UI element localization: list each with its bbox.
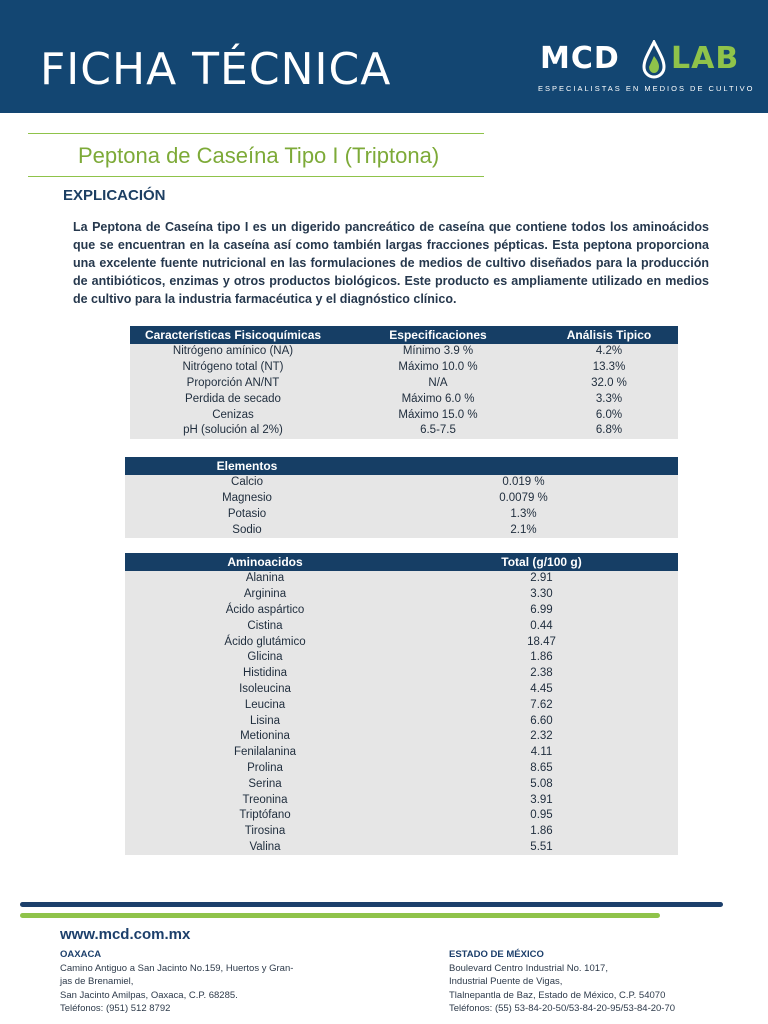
table-row [125,634,678,650]
amino-acids-table [125,553,678,855]
address-line: Tlalnepantla de Baz, Estado de México, C.P. 54070 [449,989,666,1001]
table-cell: 1.86 [405,650,678,666]
table-cell: Cenizas [130,407,336,423]
table-cell: 8.65 [405,761,678,777]
table-cell: 7.62 [405,697,678,713]
address-estado-mexico [449,948,749,1016]
table-cell: 4.2% [540,344,678,360]
flask-drop-icon [638,40,670,80]
title-rule-top [28,133,484,134]
table-cell: Cistina [125,618,405,634]
table-row [125,507,678,523]
address-line: Industrial Puente de Vigas, [449,976,563,987]
title-rule-bottom [28,176,484,177]
address-phone: Teléfonos: (55) 53-84-20-50/53-84-20-95/53-84-20-70 [449,1003,676,1014]
table-cell: Sodio [125,522,369,538]
table-cell: 1.86 [405,824,678,840]
logo-lab-text: LAB [671,41,740,76]
table-cell: Máximo 15.0 % [336,407,540,423]
address-heading: ESTADO DE MÉXICO [449,949,544,960]
column-header: Total (g/100 g) [405,553,678,571]
table-cell: 32.0 % [540,376,678,392]
table-cell: Isoleucina [125,682,405,698]
table-cell: Magnesio [125,491,369,507]
header-banner [0,0,768,113]
table-cell: Nitrógeno amínico (NA) [130,344,336,360]
elements-table [125,457,678,538]
table-row [125,603,678,619]
table-row [130,423,678,439]
table-cell: Ácido aspártico [125,603,405,619]
table-cell: 4.45 [405,682,678,698]
table-row [125,666,678,682]
section-heading: EXPLICACIÓN [63,187,166,204]
column-header: Aminoacidos [125,553,405,571]
table-cell: Leucina [125,697,405,713]
table-row [125,587,678,603]
table-cell: 0.44 [405,618,678,634]
table-cell: Máximo 10.0 % [336,360,540,376]
address-line: Camino Antiguo a San Jacinto No.159, Huertos y Gran- [60,962,294,974]
table-cell: Lisina [125,713,405,729]
table-cell: Metionina [125,729,405,745]
table-cell: 3.30 [405,587,678,603]
table-row [125,697,678,713]
table-cell: 3.3% [540,391,678,407]
table-cell: 1.3% [369,507,678,523]
table-cell: Alanina [125,571,405,587]
address-heading: OAXACA [60,949,102,960]
footer-rule-blue [20,902,723,907]
table-cell: Histidina [125,666,405,682]
table-cell: Perdida de secado [130,391,336,407]
column-header: Especificaciones [336,326,540,344]
table-row [125,618,678,634]
product-title: Peptona de Caseína Tipo I (Triptona) [78,143,440,168]
table-row [125,522,678,538]
table-cell: 6.60 [405,713,678,729]
table-cell: Ácido glutámico [125,634,405,650]
table-cell: Valina [125,840,405,856]
table-cell: N/A [336,376,540,392]
table-cell: Arginina [125,587,405,603]
table-header-row [125,457,678,475]
column-header: Análisis Tipico [540,326,678,344]
table-cell: Mínimo 3.9 % [336,344,540,360]
explanation-paragraph: La Peptona de Caseína tipo I es un digerido pancreático de caseína que contiene todos los aminoácidos que se encuentran en la caseína así como también largas fracciones pépticas. Esta peptona proporciona una excelente fuente nutricional en las formulaciones de medios de cultivo diseñados para la producción de antibióticos, enzimas y otros productos biológicos. Este producto es ampliamente utilizado en medios de cultivo para la industria farmacéutica y el diagnóstico clínico. [73,220,709,306]
table-row [125,761,678,777]
table-cell: Máximo 6.0 % [336,391,540,407]
table-cell: 0.019 % [369,475,678,491]
table-cell: 4.11 [405,745,678,761]
table-cell: 0.95 [405,808,678,824]
table-cell: 18.47 [405,634,678,650]
address-oaxaca [60,948,330,1016]
table-row [125,650,678,666]
table-cell: Calcio [125,475,369,491]
address-line: San Jacinto Amilpas, Oaxaca, C.P. 68285. [60,989,238,1001]
table-header-row [125,553,678,571]
table-cell: 6.99 [405,603,678,619]
column-header: Elementos [125,457,369,475]
table-cell: 0.0079 % [369,491,678,507]
table-cell: 3.91 [405,792,678,808]
table-row [130,360,678,376]
table-row [125,808,678,824]
table-row [125,475,678,491]
table-cell: 13.3% [540,360,678,376]
table-row [125,571,678,587]
table-cell: Fenilalanina [125,745,405,761]
footer-rule-green [20,913,660,918]
table-row [125,776,678,792]
table-cell: Proporción AN/NT [130,376,336,392]
table-row [125,792,678,808]
table-row [130,407,678,423]
table-row [125,745,678,761]
table-cell: 5.51 [405,840,678,856]
physicochemical-table [130,326,678,439]
table-cell: Potasio [125,507,369,523]
table-cell: 5.08 [405,776,678,792]
table-row [130,344,678,360]
website-link[interactable]: www.mcd.com.mx [60,926,191,943]
table-row [125,491,678,507]
table-row [125,824,678,840]
document-title: FICHA TÉCNICA [40,44,392,95]
address-line: Boulevard Centro Industrial No. 1017, [449,962,608,974]
table-cell: 6.5-7.5 [336,423,540,439]
table-cell: Nitrógeno total (NT) [130,360,336,376]
column-header: Características Fisicoquímicas [130,326,336,344]
company-logo [538,38,755,98]
table-cell: 2.38 [405,666,678,682]
logo-tagline: ESPECIALISTAS EN MEDIOS DE CULTIVO [538,84,755,93]
table-cell: Tirosina [125,824,405,840]
table-row [125,682,678,698]
table-cell: Triptófano [125,808,405,824]
table-cell: Treonina [125,792,405,808]
table-cell: 2.32 [405,729,678,745]
table-cell: Prolina [125,761,405,777]
table-cell: 2.1% [369,522,678,538]
table-cell: 6.8% [540,423,678,439]
table-row [125,729,678,745]
address-phone: Teléfonos: (951) 512 8792 [60,1003,171,1014]
table-row [125,713,678,729]
logo-mcd-text: MCD [540,41,620,76]
table-cell: pH (solución al 2%) [130,423,336,439]
table-header-row [130,326,678,344]
address-line: jas de Brenamiel, [60,976,134,987]
table-row [130,391,678,407]
table-cell: Glicina [125,650,405,666]
column-header [369,457,678,475]
table-row [130,376,678,392]
table-cell: Serina [125,776,405,792]
table-cell: 6.0% [540,407,678,423]
table-cell: 2.91 [405,571,678,587]
table-row [125,840,678,856]
